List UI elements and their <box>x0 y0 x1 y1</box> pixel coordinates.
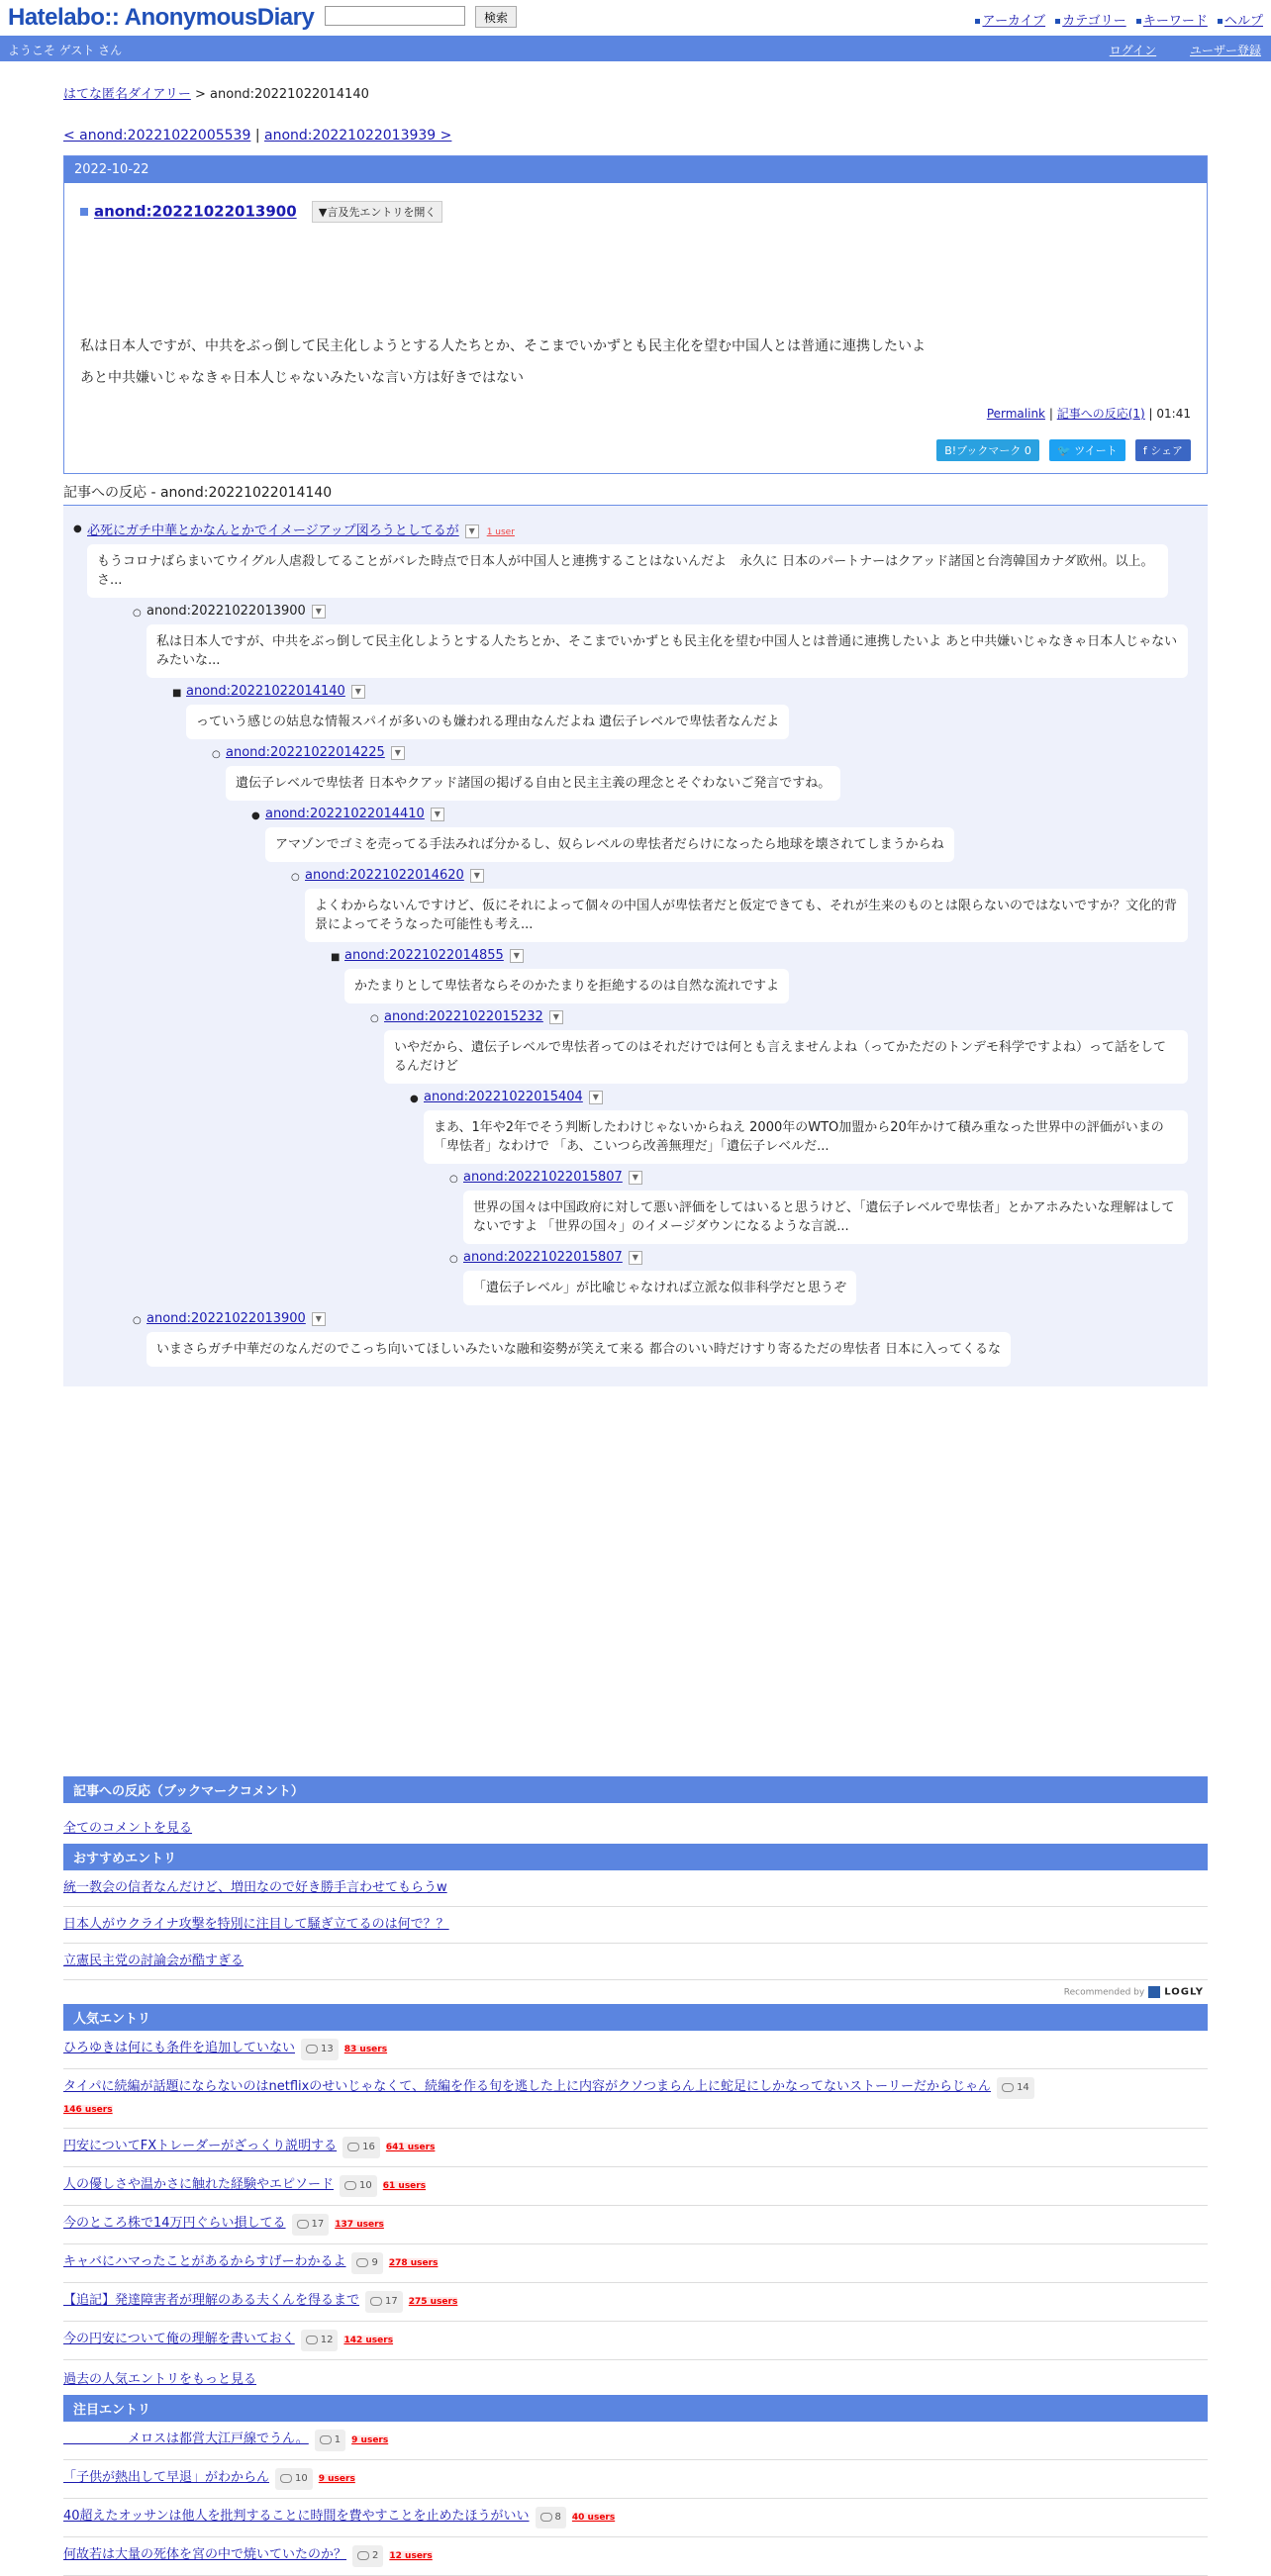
reference-node <box>410 1090 1208 1164</box>
popular-item <box>63 2069 1208 2129</box>
register-link[interactable]: ユーザー登録 <box>1189 44 1261 57</box>
comment-icon <box>297 2220 309 2229</box>
comment-count[interactable] <box>365 2291 403 2313</box>
popular-item <box>63 2031 1208 2069</box>
recommended-link[interactable]: 統一教会の信者なんだけど、増田なので好き勝手言わせてもらうw <box>63 1880 447 1895</box>
login-link[interactable]: ログイン <box>1109 44 1157 57</box>
comment-count[interactable] <box>342 2137 380 2158</box>
reference-link[interactable]: anond:20221022014855 <box>344 948 504 963</box>
breadcrumb-home[interactable]: はてな匿名ダイアリー <box>63 87 191 102</box>
chevron-down-icon[interactable]: ▼ <box>351 685 365 699</box>
logly-logo[interactable]: LOGLY <box>1164 1986 1204 1998</box>
reference-excerpt: 私は日本人ですが、中共をぶっ倒して民主化しようとする人たちとか、そこまでいかずとも民主化を望む中国人とは普通に連携したいよ あと中共嫌いじゃなきゃ日本人じゃないみたいな... <box>147 624 1188 678</box>
popular-link[interactable]: キャバにハマったことがあるからすげーわかるよ <box>63 2254 346 2269</box>
comment-count[interactable] <box>340 2175 377 2197</box>
nav-keyword-label: キーワード <box>1142 14 1208 29</box>
facebook-icon: f <box>1142 444 1151 457</box>
top-nav <box>969 10 1263 29</box>
reference-link[interactable]: 必死にガチ中華とかなんとかでイメージアップ図ろうとしてるが <box>87 524 459 538</box>
comment-count[interactable] <box>352 2545 383 2567</box>
reference-excerpt: いまさらガチ中華だのなんだのでこっち向いてほしいみたいな融和姿勢が笑えて来る 都合のいい時だけすり寄るただの卑怯者 日本に入ってくるな <box>147 1332 1011 1367</box>
recommended-by-label: Recommended by <box>1063 1987 1145 1998</box>
recommended-item <box>63 1907 1208 1944</box>
breadcrumb-separator: > <box>194 87 206 102</box>
users-badge[interactable]: 137 users <box>335 2220 384 2230</box>
bullet-icon: ○ <box>370 1013 379 1024</box>
popular-item <box>63 2167 1208 2206</box>
site-logo[interactable]: Hatelabo:: AnonymousDiary <box>8 4 315 31</box>
bullet-icon: ○ <box>133 608 142 619</box>
users-badge[interactable]: 61 users <box>382 2181 427 2191</box>
popular-heading: 人気エントリ <box>63 2004 1208 2031</box>
reference-link[interactable]: anond:20221022015404 <box>424 1090 583 1104</box>
reference-node <box>370 1009 1208 1084</box>
recommended-item <box>63 1944 1208 1980</box>
comment-count[interactable] <box>292 2214 330 2236</box>
reference-excerpt: 「遺伝子レベル」が比喩じゃなければ立派な似非科学だと思うぞ <box>463 1271 856 1305</box>
reference-link[interactable]: anond:20221022013900 <box>147 1311 306 1326</box>
comment-count[interactable] <box>301 2039 339 2060</box>
breadcrumb-current: anond:20221022014140 <box>210 87 369 102</box>
entry-title-link[interactable]: anond:20221022013900 <box>94 202 297 221</box>
reference-node <box>449 1250 1208 1305</box>
all-comments-link[interactable]: 全てのコメントを見る <box>63 1821 193 1836</box>
chevron-down-icon[interactable]: ▼ <box>549 1010 563 1024</box>
hot-link[interactable]: 40超えたオッサンは他人を批判することに時間を費やすことを止めたほうがいい <box>63 2509 530 2524</box>
comment-count-value: 17 <box>385 2296 398 2307</box>
popular-link[interactable]: 【追記】発達障害者が理解のある夫くんを得るまで <box>63 2293 360 2308</box>
reference-excerpt: 世界の国々は中国政府に対して悪い評価をしてはいると思うけど、「遺伝子レベルで卑怯者」とかアホみたいな理解はしてないですよ 「世界の国々」のイメージダウンになるような言説... <box>463 1191 1188 1244</box>
recommended-by <box>63 1980 1208 2004</box>
reference-node <box>251 807 1208 862</box>
users-badge[interactable]: 9 users <box>351 2435 389 2445</box>
comment-icon <box>1002 2083 1014 2092</box>
chevron-down-icon[interactable]: ▼ <box>589 1091 603 1104</box>
bullet-icon: ○ <box>291 872 300 883</box>
lower-sections <box>63 1776 1208 2576</box>
bullet-icon: ● <box>251 811 260 821</box>
entry-body <box>80 334 1191 391</box>
popular-item <box>63 2322 1208 2360</box>
comment-icon <box>356 2258 368 2267</box>
reference-node <box>291 868 1208 942</box>
comment-count-value: 10 <box>359 2180 372 2191</box>
users-badge[interactable]: 83 users <box>343 2045 388 2054</box>
recommended-link[interactable]: 立憲民主党の討論会が酷すぎる <box>63 1954 244 1968</box>
bullet-icon <box>1218 19 1222 24</box>
reference-link[interactable]: anond:20221022013900 <box>147 604 306 619</box>
reference-node <box>172 684 1208 739</box>
popular-item <box>63 2283 1208 2322</box>
comment-icon <box>306 2045 318 2053</box>
comment-count-value: 17 <box>311 2219 325 2230</box>
comment-count-value: 13 <box>321 2044 334 2054</box>
bullet-icon: ■ <box>172 688 182 699</box>
open-referenced-button[interactable]: ▼言及先エントリを開く <box>312 201 442 223</box>
tweet-button[interactable] <box>1049 439 1125 461</box>
meta-separator: | <box>1048 407 1053 421</box>
fb-label: シェア <box>1150 444 1183 457</box>
comment-count[interactable] <box>275 2468 313 2490</box>
bullet-icon: ○ <box>133 1315 142 1326</box>
entry-meta <box>80 405 1191 422</box>
users-badge[interactable]: 12 users <box>389 2551 433 2561</box>
users-badge[interactable]: 1 user <box>486 527 515 537</box>
comment-icon <box>344 2181 356 2190</box>
nav-help-label: ヘルプ <box>1223 14 1263 29</box>
nav-category-label: カテゴリー <box>1062 14 1126 29</box>
comment-count[interactable] <box>997 2077 1034 2099</box>
facebook-share-button[interactable] <box>1135 439 1191 461</box>
tweet-label: ツイート <box>1074 444 1118 457</box>
hot-item <box>63 2499 1208 2537</box>
entry-paragraph: あと中共嫌いじゃなきゃ日本人じゃないみたいな言い方は好きではない <box>80 370 524 386</box>
user-bar <box>0 36 1271 61</box>
nav-archive[interactable] <box>975 14 1045 29</box>
prev-entry-link[interactable]: < anond:20221022005539 <box>63 128 251 143</box>
pager <box>63 128 1208 143</box>
popular-item <box>63 2129 1208 2167</box>
square-icon <box>80 208 88 216</box>
hot-entries-heading: 注目エントリ <box>63 2395 1208 2422</box>
reference-link[interactable]: anond:20221022014140 <box>186 684 345 699</box>
reference-excerpt: もうコロナばらまいてウイグル人虐殺してることがバレた時点で日本人が中国人と連携することはないんだよ 永久に 日本のパートナーはクアッド諸国と台湾韓国カナダ欧州。以上。 さ... <box>87 544 1168 598</box>
popular-link[interactable]: 今の円安について俺の理解を書いておく <box>63 2332 295 2346</box>
hot-link[interactable]: メロスは都営大江戸線でうん。 <box>63 2432 309 2446</box>
comment-icon <box>320 2435 332 2444</box>
chevron-down-icon[interactable]: ▼ <box>629 1251 642 1265</box>
chevron-down-icon[interactable]: ▼ <box>312 1312 326 1326</box>
chevron-down-icon[interactable]: ▼ <box>391 746 405 760</box>
reference-excerpt: よくわからないんですけど、仮にそれによって個々の中国人が卑怯者だと仮定できても、それが生来のものとは限らないのではないですか？文化的背景によってそうなった可能性も考え... <box>305 889 1188 942</box>
popular-link[interactable]: 人の優しさや温かさに触れた経験やエピソード <box>63 2177 335 2192</box>
reference-node <box>133 604 1208 678</box>
pager-separator: | <box>254 128 260 143</box>
hot-item <box>63 2460 1208 2499</box>
reference-node <box>449 1170 1208 1244</box>
comment-count[interactable] <box>351 2252 382 2274</box>
popular-link[interactable]: 円安についてFXトレーダーがざっくり説明する <box>63 2139 338 2153</box>
reference-link[interactable]: anond:20221022015232 <box>384 1009 543 1024</box>
comment-icon <box>306 2336 318 2344</box>
reference-excerpt: かたまりとして卑怯者ならそのかたまりを拒絶するのは自然な流れですよ <box>344 969 789 1003</box>
bullet-icon: ■ <box>331 952 341 963</box>
logly-logo-icon <box>1148 1986 1160 1998</box>
twitter-icon: 🐦 <box>1057 444 1075 457</box>
users-badge[interactable]: 146 users <box>63 2105 113 2115</box>
comment-count-value: 12 <box>320 2335 334 2345</box>
reference-node <box>133 1311 1208 1367</box>
hot-link[interactable]: 何故若は大量の死体を宮の中で焼いていたのか？ <box>63 2547 347 2562</box>
users-badge[interactable]: 641 users <box>385 2143 436 2152</box>
users-badge[interactable]: 278 users <box>388 2258 439 2268</box>
comment-count-value: 9 <box>371 2257 378 2268</box>
comment-count-value: 14 <box>1017 2082 1029 2093</box>
comment-count-value: 16 <box>362 2142 375 2152</box>
nav-help[interactable] <box>1218 14 1263 29</box>
bullet-icon: ● <box>73 524 82 534</box>
more-popular-link[interactable]: 過去の人気エントリをもっと見る <box>63 2372 257 2387</box>
search-button[interactable]: 検索 <box>475 6 517 28</box>
reference-excerpt: っていう感じの姑息な情報スパイが多いのも嫌われる理由なんだよね 遺伝子レベルで卑怯者なんだよ <box>186 705 789 739</box>
reference-excerpt: アマゾンでゴミを売ってる手法みれば分かるし、奴らレベルの卑怯者だらけになったら地球を壊されてしまうからね <box>265 827 954 862</box>
bullet-icon: ○ <box>449 1174 458 1185</box>
bullet-icon <box>1055 19 1060 24</box>
reference-node <box>212 745 1208 801</box>
reference-link[interactable]: anond:20221022014410 <box>265 807 425 821</box>
recommended-item <box>63 1870 1208 1907</box>
comment-icon <box>357 2551 369 2560</box>
reference-excerpt: まあ、1年や2年でそう判断したわけじゃないからねえ 2000年のWTO加盟から20年かけて積み重なった世界中の評価がいまの「卑怯者」なわけで 「あ、こいつら改善無理だ」「遺伝子レベルだ... <box>424 1110 1188 1164</box>
popular-link[interactable]: ひろゆきは何にも条件を追加していない <box>63 2041 296 2055</box>
comment-count-value: 10 <box>295 2473 308 2484</box>
entry-paragraph: 私は日本人ですが、中共をぶっ倒して民主化しようとする人たちとか、そこまでいかずとも民主化を望む中国人とは普通に連携したいよ <box>80 338 926 354</box>
users-badge[interactable]: 40 users <box>571 2513 616 2523</box>
comment-count-value: 2 <box>372 2550 379 2561</box>
chevron-down-icon[interactable]: ▼ <box>431 808 444 821</box>
search-input[interactable] <box>325 6 465 26</box>
users-badge[interactable]: 142 users <box>343 2336 394 2345</box>
next-entry-link[interactable]: anond:20221022013939 > <box>264 128 452 143</box>
reference-node <box>331 948 1208 1003</box>
users-badge[interactable]: 275 users <box>408 2297 458 2307</box>
reference-excerpt: 遺伝子レベルで卑怯者 日本やクアッド諸国の掲げる自由と民主主義の理念とそぐわないご発言ですね。 <box>226 766 840 801</box>
comment-icon <box>370 2297 382 2306</box>
comment-icon <box>347 2143 359 2151</box>
welcome-text: ようこそ ゲスト さん <box>8 44 123 57</box>
chevron-down-icon[interactable]: ▼ <box>470 869 484 883</box>
entry-time: | 01:41 <box>1148 407 1191 421</box>
breadcrumb <box>63 83 1208 102</box>
entry-title <box>80 201 1191 223</box>
popular-link[interactable]: 今のところ株で14万円ぐらい損してる <box>63 2216 286 2231</box>
bullet-icon: ○ <box>212 749 221 760</box>
share-buttons <box>80 439 1191 461</box>
hot-link[interactable]: 「子供が熱出して早退」がわからん <box>63 2470 270 2485</box>
reference-link[interactable]: anond:20221022014620 <box>305 868 464 883</box>
entry-box <box>63 155 1208 474</box>
users-badge[interactable]: 9 users <box>318 2474 355 2484</box>
reference-link[interactable]: anond:20221022015807 <box>463 1170 623 1185</box>
reactions-link[interactable]: 記事への反応(1) <box>1056 407 1145 421</box>
popular-item <box>63 2206 1208 2244</box>
top-bar <box>0 0 1271 36</box>
main-content <box>63 83 1208 1386</box>
comment-count-value: 1 <box>334 2434 342 2445</box>
bullet-icon <box>1136 19 1141 24</box>
comment-icon <box>540 2513 552 2522</box>
entry-date: 2022-10-22 <box>64 156 1207 183</box>
popular-item <box>63 2244 1208 2283</box>
references-heading: 記事への反応 - anond:20221022014140 <box>63 482 1208 506</box>
hatena-bookmark-button[interactable]: B!ブックマーク 0 <box>936 439 1039 461</box>
chevron-down-icon[interactable]: ▼ <box>465 525 479 538</box>
nav-keyword[interactable] <box>1136 14 1208 29</box>
popular-link[interactable]: タイパに続編が話題にならないのはnetflixのせいじゃなくて、続編を作る旬を逃した上に内容がクソつまらん上に蛇足にしかなってないストーリーだからじゃん <box>63 2079 992 2094</box>
bullet-icon: ○ <box>449 1254 458 1265</box>
recommended-heading: おすすめエントリ <box>63 1844 1208 1870</box>
hot-item <box>63 2537 1208 2576</box>
permalink[interactable]: Permalink <box>986 407 1046 421</box>
comment-icon <box>280 2474 292 2483</box>
chevron-down-icon[interactable]: ▼ <box>312 605 326 619</box>
reference-tree <box>63 506 1208 1386</box>
chevron-down-icon[interactable]: ▼ <box>510 949 524 963</box>
reference-link[interactable]: anond:20221022015807 <box>463 1250 623 1265</box>
comment-count[interactable] <box>301 2330 339 2351</box>
bullet-icon: ● <box>410 1094 419 1104</box>
reference-node <box>73 520 1208 598</box>
comment-count[interactable] <box>315 2430 345 2451</box>
nav-archive-label: アーカイブ <box>982 14 1046 29</box>
chevron-down-icon[interactable]: ▼ <box>629 1171 642 1185</box>
comment-count-value: 8 <box>554 2512 561 2523</box>
bullet-icon <box>975 19 980 24</box>
comment-count[interactable] <box>536 2507 566 2528</box>
bookmark-comments-heading: 記事への反応（ブックマークコメント） <box>63 1776 1208 1803</box>
reference-excerpt: いやだから、遺伝子レベルで卑怯者ってのはそれだけでは何とも言えませんよね（ってかただのトンデモ科学ですよね）って話をしてるんだけど <box>384 1030 1188 1084</box>
nav-category[interactable] <box>1055 14 1125 29</box>
reference-link[interactable]: anond:20221022014225 <box>226 745 385 760</box>
hot-item <box>63 2422 1208 2460</box>
recommended-link[interactable]: 日本人がウクライナ攻撃を特別に注目して騒ぎ立てるのは何で？？ <box>63 1917 449 1932</box>
